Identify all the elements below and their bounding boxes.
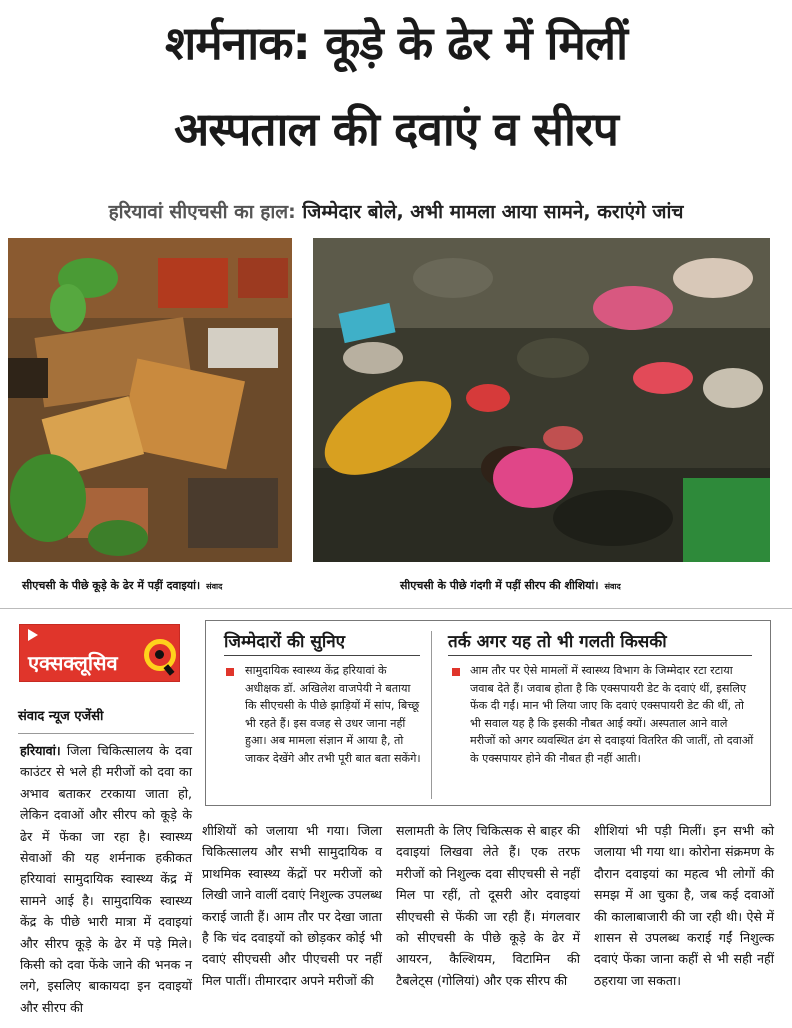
subheadline-prefix: हरियावां सीएचसी का हाल: — [108, 201, 296, 223]
sidebar-right-title: तर्क अगर यह तो भी गलती किसकी — [448, 632, 667, 652]
photo-caption-1 — [22, 578, 222, 593]
exclusive-logo — [19, 624, 180, 682]
caption-source: संवाद — [206, 582, 223, 591]
agency-byline: संवाद न्यूज एजेंसी — [18, 709, 104, 724]
subheadline-text: जिम्मेदार बोले, अभी मामला आया सामने, कराएंगे जांच — [295, 201, 684, 223]
article-column-2: शीशियों को जलाया भी गया। जिला चिकित्सालय और सभी सामुदायिक व प्राथमिक स्वास्थ्य केंद्रों पर मरीजों को लिखी जाने वालीं दवाएं निशुल्क उपलब्ध कराई जाती हैं। आम तौर पर देखा जाता है कि चंद दवाइयों को छोड़कर कोई भी दवाएं सीएचसी और पीएचसी पर नहीं मिल पातीं। तीमारदार अपने मरीजों की — [202, 823, 382, 988]
magnifier-handle — [163, 664, 174, 676]
caption-text: सीएचसी के पीछे गंदगी में पड़ीं सीरप की शीशियां। — [400, 579, 599, 592]
magnifier-icon — [144, 639, 176, 671]
dateline-place: हरियावां। — [20, 743, 61, 758]
article-column-4: शीशियां भी पड़ी मिलीं। इन सभी को जलाया भी गया था। कोरोना संक्रमण के दौरान दवाइयां का महत्व भी लोगों की समझ में आ चुका है, जब कई दवाओं की कालाबाजारी की जा रही थी। ऐसे में शासन से उपलब्ध कराई गईं निशुल्क दवाएं फेंका जाना कहीं से भी सही नहीं ठहराया जा सकता। — [594, 823, 774, 988]
headline-line-1: शर्मनाक: कूड़े के ढेर में मिलीं — [164, 16, 628, 70]
sidebar-left-title: जिम्मेदारों की सुनिए — [224, 632, 346, 652]
box-divider — [431, 631, 432, 799]
caption-text: सीएचसी के पीछे कूड़े के ढेर में पड़ीं दवाइयां। — [22, 579, 201, 592]
title-rule — [224, 655, 420, 656]
bullet-icon — [226, 668, 234, 676]
subheadline — [0, 198, 792, 224]
photo-medicines-in-garbage — [8, 238, 292, 562]
play-icon — [28, 629, 38, 641]
bullet-icon — [452, 668, 460, 676]
caption-source: संवाद — [604, 582, 621, 591]
headline-line-2: अस्पताल की दवाएं व सीरप — [174, 102, 618, 156]
title-rule — [448, 655, 752, 656]
byline-rule — [18, 733, 194, 734]
article-column-3: सलामती के लिए चिकित्सक से बाहर की दवाइयां लिखवा लेते हैं। एक तरफ मरीजों को निशुल्क दवा सीएचसी से नहीं मिल पा रहीं, तो दूसरी ओर दवाइयां सीएचसी से फेंकी जा रही हैं। मंगलवार को सीएचसी के पीछे कूड़े के ढेर में आयरन, कैल्शियम, विटामिन की टैबलेट्स (गोलियां) और एक सीरप की — [396, 823, 580, 988]
sidebar-box — [205, 620, 771, 806]
sidebar-right-body: आम तौर पर ऐसे मामलों में स्वास्थ्य विभाग के जिम्मेदार रटा रटाया जवाब देते हैं। जवाब होता है कि एक्सपायरी डेट के दवाएं थीं, इसलिए फेंक दी गईं। मान भी लिया जाए कि दवाएं एक्सपायरी डेट की थीं, तो भी सवाल यह है कि इसकी नौबत आई क्यों। अस्पताल आने वाले मरीजों को अगर व्यवस्थित ढंग से दवाइयां वितरित की जातीं, तो दवाओं के एक्सपायर होने की नौबत ही नहीं आती। — [470, 664, 754, 765]
article-text: जिला चिकित्सालय के दवा काउंटर से भले ही मरीजों को दवा का अभाव बताकर टरकाया जाता हो, लेकिन दवाओं और सीरप को कूड़े के ढेर में फेंका जा रहा है। स्वास्थ्य सेवाओं की यह शर्मनाक हकीकत हरियावां सामुदायिक स्वास्थ्य केंद्र में सामने आई है। सामुदायिक स्वास्थ्य केंद्र के पीछे भारी मात्रा में दवाइयां और सीरप कूड़े के ढेर में पड़े मिले। किसी को दवा फेंके जाने की भनक न लगे, इसलिए बाकायदा इन दवाइयों और सीरप की — [20, 743, 192, 1015]
section-divider — [0, 608, 792, 609]
exclusive-label: एक्सक्लूसिव — [28, 651, 118, 675]
photo-syrup-bottles-in-filth — [313, 238, 770, 562]
article-column-1 — [20, 740, 192, 1018]
sidebar-left-body: सामुदायिक स्वास्थ्य केंद्र हरियावां के अधीक्षक डॉ. अखिलेश वाजपेयी ने बताया कि सीएचसी के पीछे झाड़ियों में सांप, बिच्छू भी रहते हैं। इस वजह से उधर जाना नहीं हुआ। अब मामला संज्ञान में आया है, तो जाकर देखेंगे और तभी पूरी बात बता सकेंगे। — [245, 664, 421, 765]
photo-caption-2 — [400, 578, 621, 593]
